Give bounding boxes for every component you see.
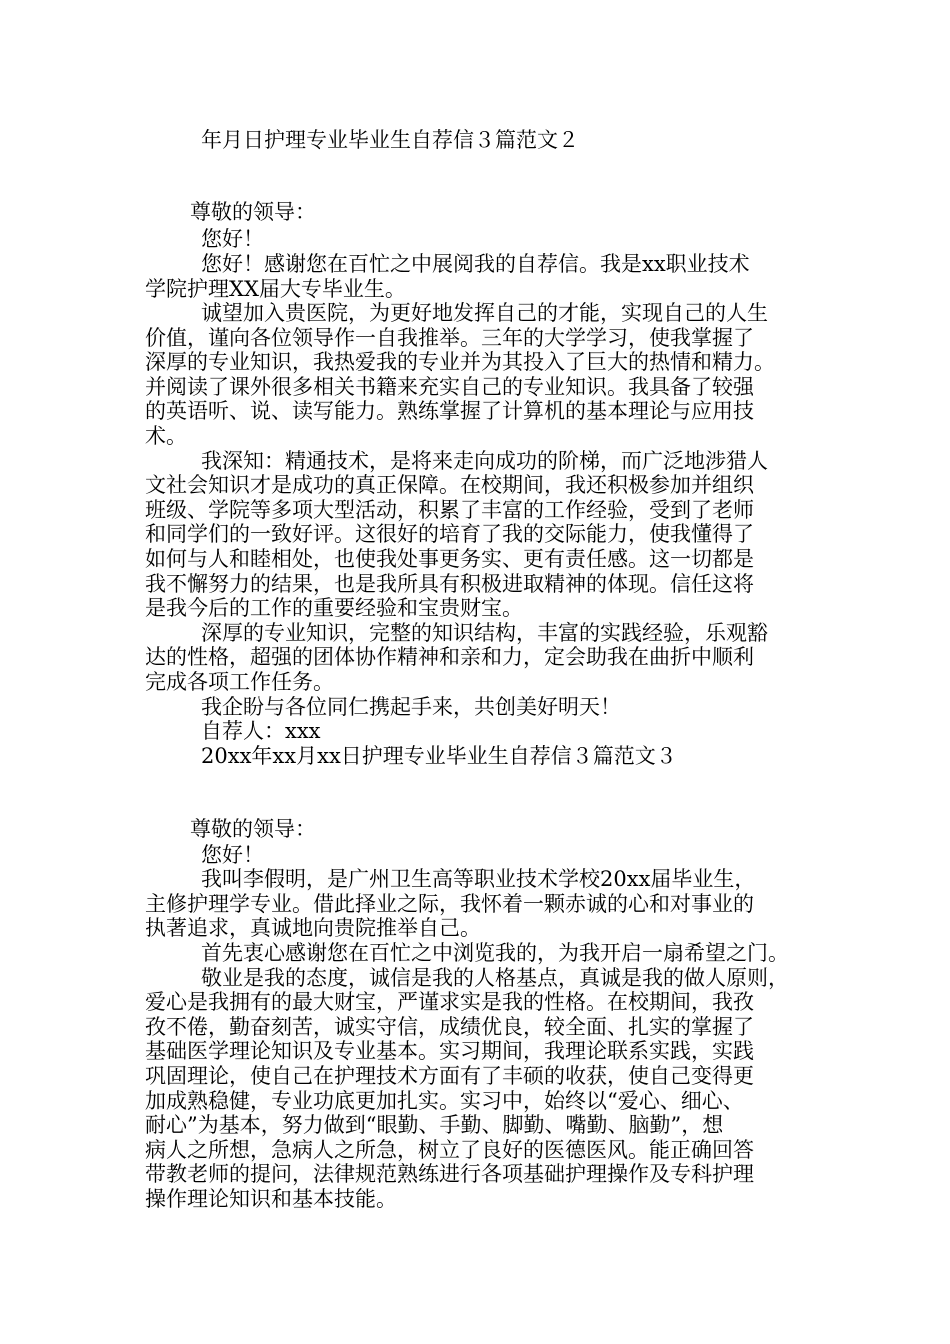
salutation: 尊敬的领导：	[190, 817, 316, 841]
greeting: 您好！	[201, 843, 264, 867]
paragraph-line: 达的性格，超强的团体协作精神和亲和力，定会助我在曲折中顺利	[145, 645, 754, 669]
paragraph-line: 巩固理论，使自己在护理技术方面有了丰硕的收获，使自己变得更	[145, 1064, 754, 1088]
paragraph-line: 执著追求，真诚地向贵院推举自己。	[145, 916, 481, 940]
paragraph-line: 班级、学院等多项大型活动，积累了丰富的工作经验，受到了老师	[145, 498, 754, 522]
paragraph-line: 完成各项工作任务。	[145, 670, 334, 694]
paragraph-line: 主修护理学专业。借此择业之际，我怀着一颗赤诚的心和对事业的	[145, 892, 754, 916]
paragraph-line: 的英语听、说、读写能力。熟练掌握了计算机的基本理论与应用技	[145, 399, 754, 423]
paragraph-line: 如何与人和睦相处，也使我处事更务实、更有责任感。这一切都是	[145, 547, 754, 571]
paragraph-line: 操作理论知识和基本技能。	[145, 1187, 397, 1211]
paragraph-line: 孜不倦，勤奋刻苦，诚实守信，成绩优良，较全面、扎实的掌握了	[145, 1015, 754, 1039]
paragraph-line: 和同学们的一致好评。这很好的培育了我的交际能力，使我懂得了	[145, 522, 754, 546]
paragraph-line: 带教老师的提问，法律规范熟练进行各项基础护理操作及专科护理	[145, 1162, 754, 1186]
signature: 自荐人：xxx	[201, 719, 321, 743]
paragraph-line: 病人之所想，急病人之所急，树立了良好的医德医风。能正确回答	[145, 1138, 754, 1162]
paragraph-line: 您好！感谢您在百忙之中展阅我的自荐信。我是xx职业技术	[201, 252, 750, 276]
paragraph-line: 我叫李假明，是广州卫生高等职业技术学校20xx届毕业生，	[201, 867, 756, 891]
closing-line: 我企盼与各位同仁携起手来，共创美好明天！	[201, 695, 621, 719]
paragraph-line: 文社会知识才是成功的真正保障。在校期间，我还积极参加并组织	[145, 473, 754, 497]
paragraph-line: 加成熟稳健，专业功底更加扎实。实习中，始终以“爱心、细心、	[145, 1089, 744, 1113]
paragraph-line: 敬业是我的态度，诚信是我的人格基点，真诚是我的做人原则，	[201, 966, 789, 990]
salutation: 尊敬的领导：	[190, 200, 316, 224]
paragraph-line: 我不懈努力的结果，也是我所具有积极进取精神的体现。信任这将	[145, 572, 754, 596]
paragraph-line: 诚望加入贵医院，为更好地发挥自己的才能，实现自己的人生	[201, 301, 768, 325]
paragraph-line: 我深知：精通技术，是将来走向成功的阶梯，而广泛地涉猎人	[201, 449, 768, 473]
paragraph-line: 深厚的专业知识，我热爱我的专业并为其投入了巨大的热情和精力。	[145, 350, 775, 374]
paragraph-line: 是我今后的工作的重要经验和宝贵财宝。	[145, 596, 523, 620]
paragraph-line: 耐心”为基本，努力做到“眼勤、手勤、脚勤、嘴勤、脑勤”，想	[145, 1113, 724, 1137]
paragraph-line: 爱心是我拥有的最大财宝，严谨求实是我的性格。在校期间，我孜	[145, 990, 754, 1014]
paragraph-line: 深厚的专业知识，完整的知识结构，丰富的实践经验，乐观豁	[201, 621, 768, 645]
paragraph-line: 术。	[145, 424, 187, 448]
paragraph-line: 价值，谨向各位领导作一自我推举。三年的大学学习，使我掌握了	[145, 326, 754, 350]
paragraph-line: 并阅读了课外很多相关书籍来充实自己的专业知识。我具备了较强	[145, 375, 754, 399]
paragraph-line: 学院护理XX届大专毕业生。	[145, 277, 406, 301]
paragraph-line: 基础医学理论知识及专业基本。实习期间，我理论联系实践，实践	[145, 1039, 754, 1063]
section-heading: 年月日护理专业毕业生自荐信３篇范文２	[201, 128, 579, 152]
greeting: 您好！	[201, 227, 264, 251]
paragraph-line: 首先衷心感谢您在百忙之中浏览我的，为我开启一扇希望之门。	[201, 941, 789, 965]
section-heading: 20xx年xx月xx日护理专业毕业生自荐信３篇范文３	[201, 744, 677, 768]
